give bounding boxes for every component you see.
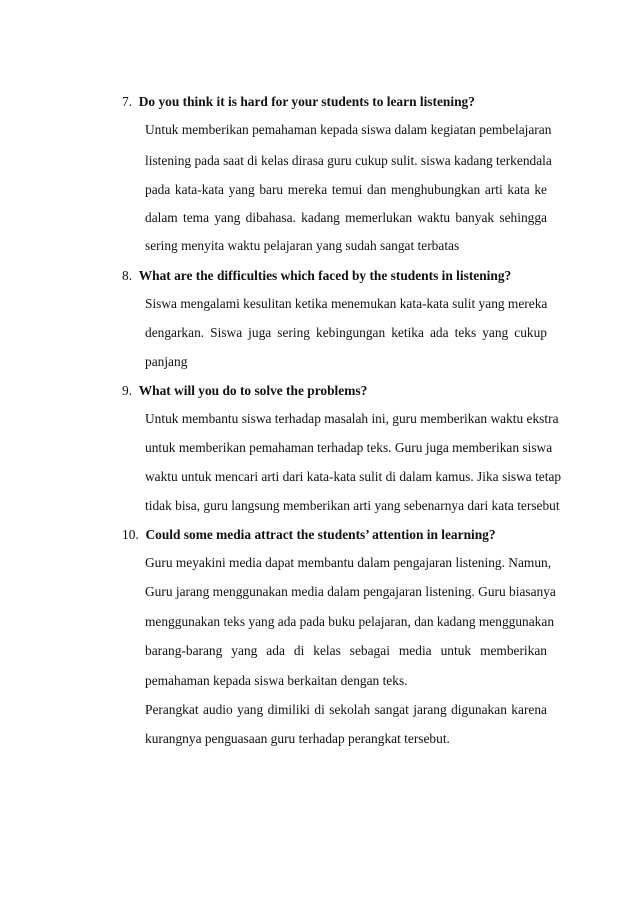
answer-line: tidak bisa, guru langsung memberikan arti yang sebenarnya dari kata tersebut <box>145 498 560 513</box>
question-1 <box>122 94 562 110</box>
question-2 <box>122 268 562 284</box>
question-3 <box>122 383 562 399</box>
answer-line: untuk memberikan pemahaman terhadap teks. Guru juga memberikan siswa <box>145 440 553 455</box>
answer-line: Perangkat audio yang dimiliki di sekolah sangat jarang digunakan karena <box>145 702 547 717</box>
answer-line: listening pada saat di kelas dirasa guru cukup sulit. siswa kadang terkendala <box>145 153 552 168</box>
answer-line: panjang <box>145 354 188 369</box>
question-number: 8. <box>122 268 133 283</box>
answer-line: waktu untuk mencari arti dari kata-kata sulit di dalam kamus. Jika siswa tetap <box>145 469 562 484</box>
answer-line: pada kata-kata yang baru mereka temui dan menghubungkan arti kata ke <box>145 182 547 197</box>
answer-line: Guru meyakini media dapat membantu dalam pengajaran listening. Namun, <box>145 555 552 570</box>
answer-line: Untuk memberikan pemahaman kepada siswa dalam kegiatan pembelajaran <box>145 122 552 137</box>
answer-line: sering menyita waktu pelajaran yang sudah sangat terbatas <box>145 238 460 253</box>
answer-line: dalam tema yang dibahasa. kadang memerlukan waktu banyak sehingga <box>145 210 547 225</box>
question-text: Could some media attract the students’ attention in learning? <box>145 527 496 542</box>
question-text: What are the difficulties which faced by the students in listening? <box>138 268 512 283</box>
answer-line: menggunakan teks yang ada pada buku pelajaran, dan kadang menggunakan <box>145 614 555 629</box>
question-number: 10. <box>122 527 139 542</box>
question-number: 9. <box>122 383 133 398</box>
answer-line: kurangnya penguasaan guru terhadap perangkat tersebut. <box>145 731 450 746</box>
answer-line: Untuk membantu siswa terhadap masalah ini, guru memberikan waktu ekstra <box>145 411 559 426</box>
answer-line: pemahaman kepada siswa berkaitan dengan teks. <box>145 673 408 688</box>
question-number: 7. <box>122 94 133 109</box>
answer-line: barang-barang yang ada di kelas sebagai media untuk memberikan <box>145 643 547 658</box>
answer-line: Siswa mengalami kesulitan ketika menemukan kata-kata sulit yang mereka <box>145 296 548 311</box>
answer-line: Guru jarang menggunakan media dalam pengajaran listening. Guru biasanya <box>145 584 556 599</box>
answer-line: dengarkan. Siswa juga sering kebingungan ketika ada teks yang cukup <box>145 325 547 340</box>
question-text: What will you do to solve the problems? <box>138 383 368 398</box>
question-4 <box>122 527 562 543</box>
question-text: Do you think it is hard for your students to learn listening? <box>138 94 475 109</box>
